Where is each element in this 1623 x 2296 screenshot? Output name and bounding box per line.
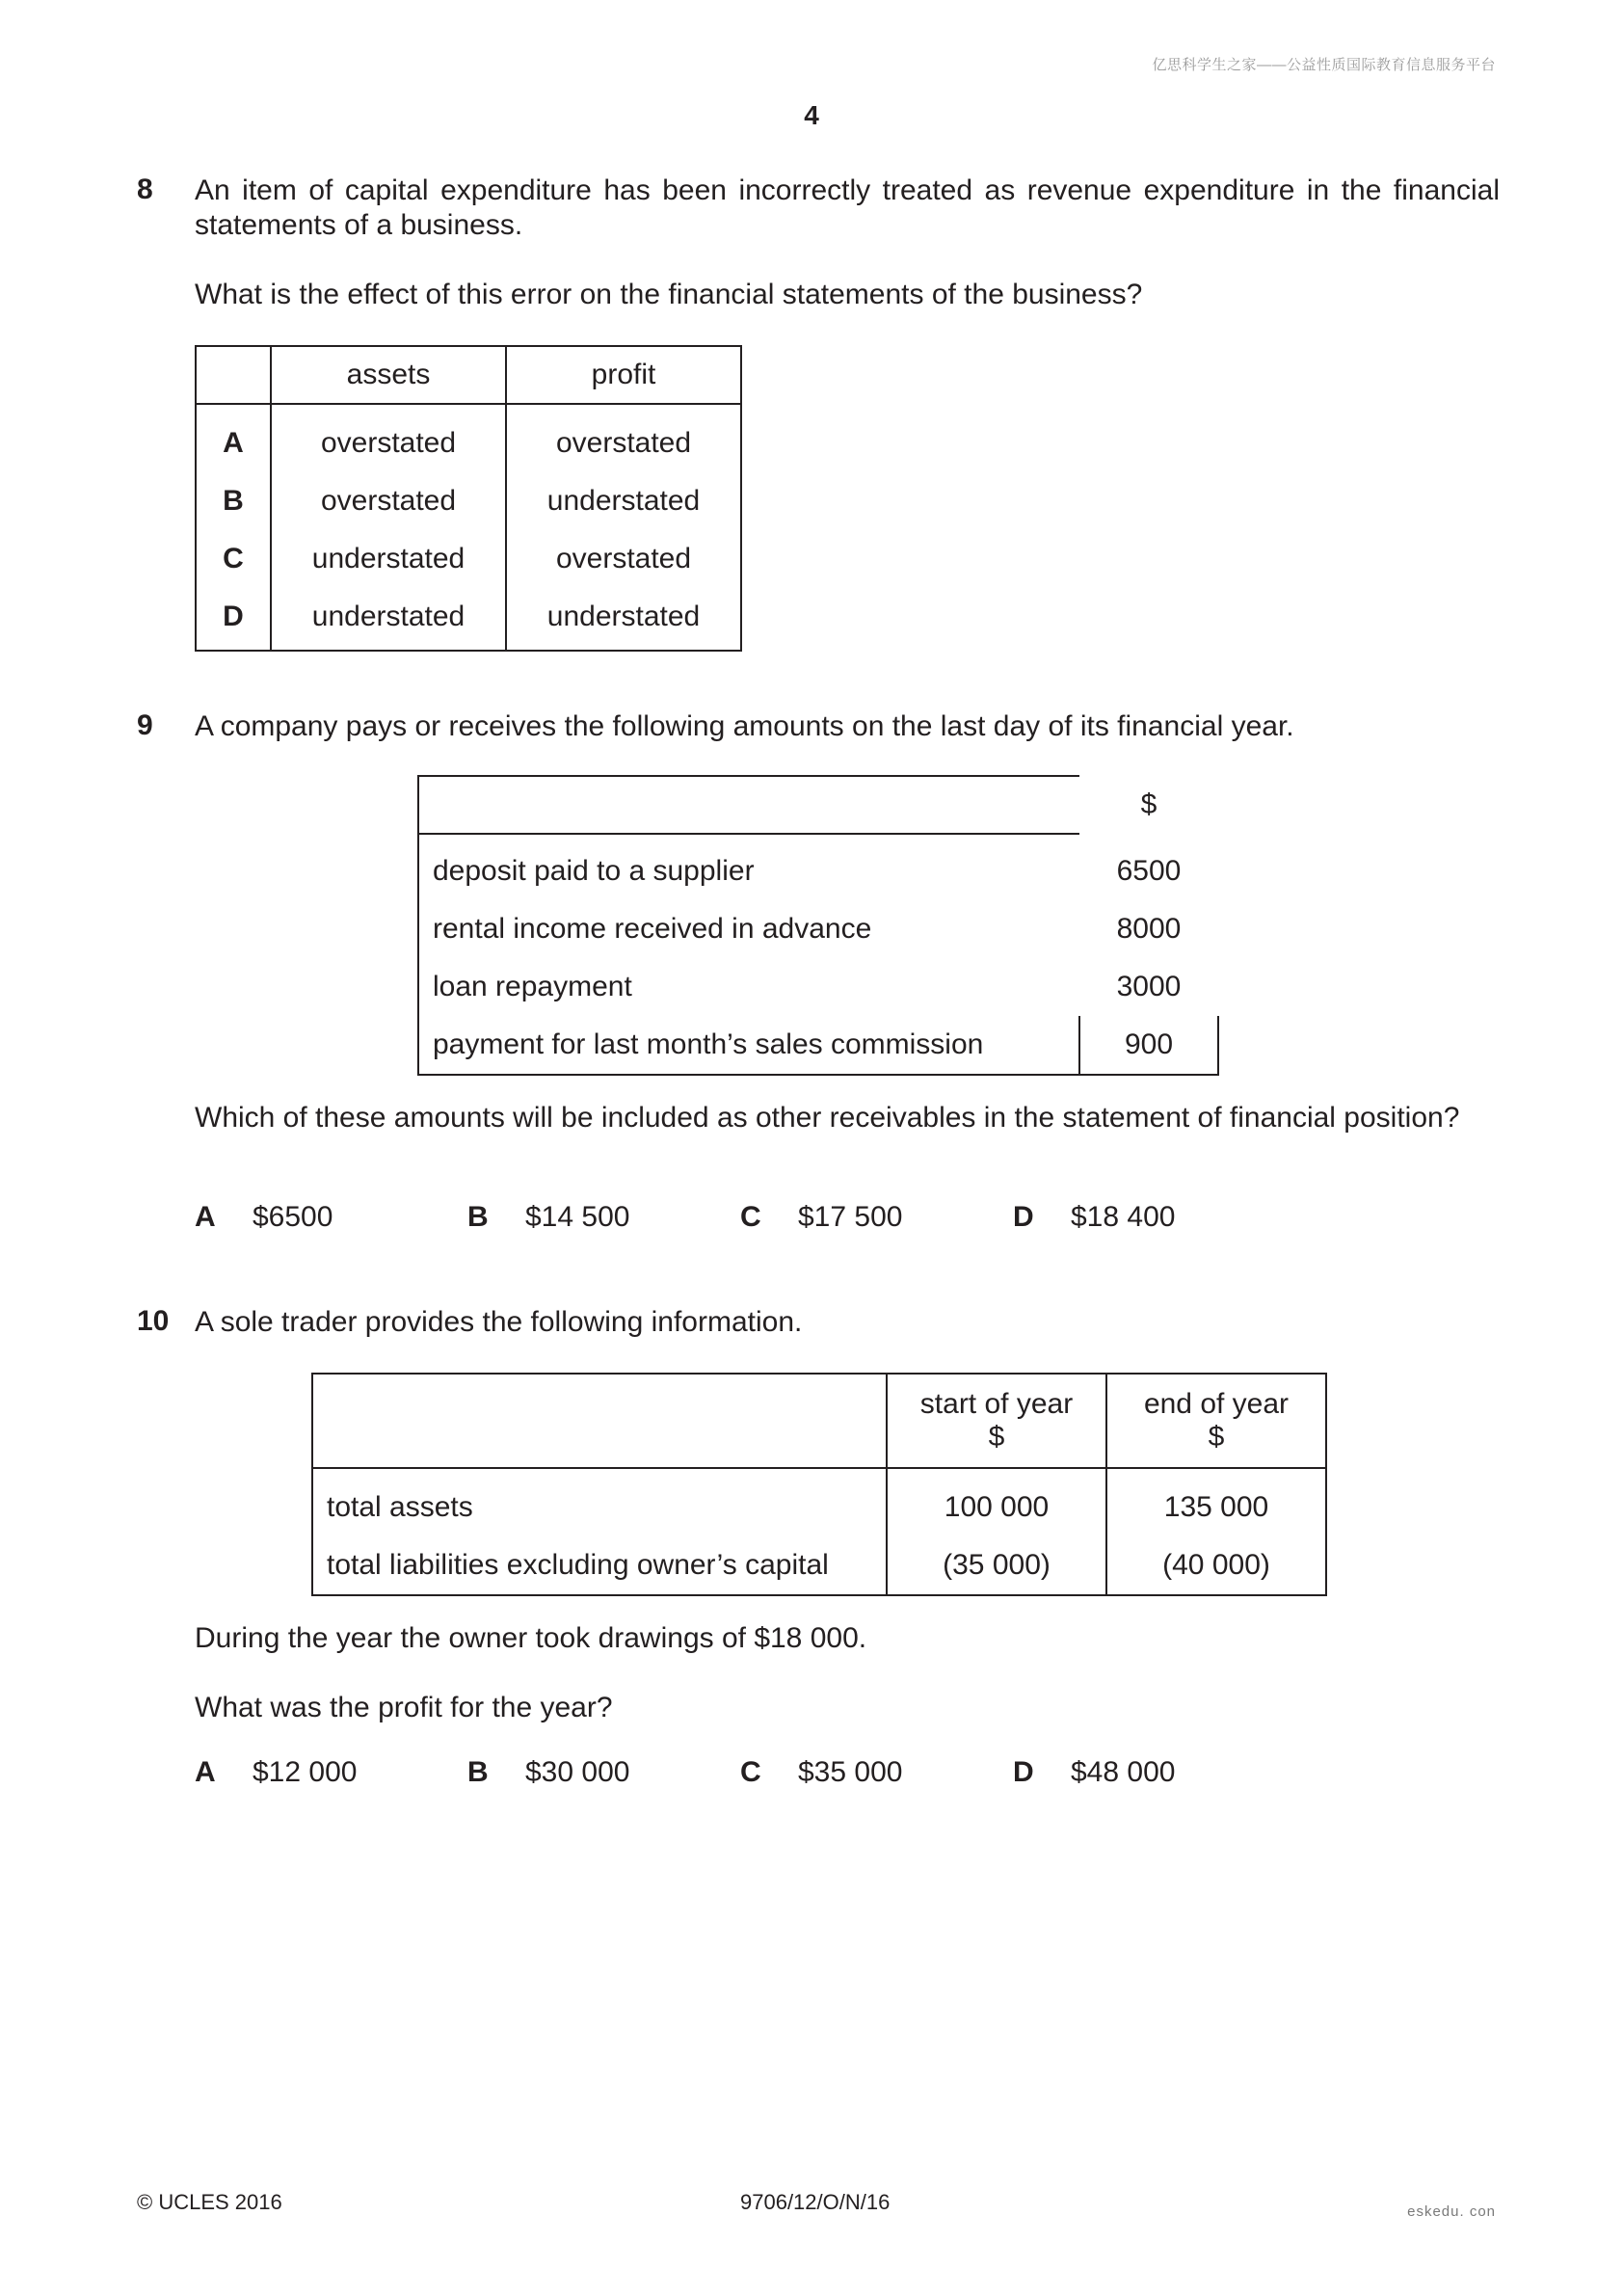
- item-amount: 8000: [1116, 913, 1182, 945]
- option-value: $30 000: [525, 1756, 630, 1788]
- option-a: [195, 1201, 333, 1234]
- question-10-table: [311, 1373, 1327, 1596]
- option-key: B: [467, 1756, 489, 1788]
- column-label: end of year: [1143, 1388, 1290, 1420]
- option-key: A: [195, 1201, 216, 1233]
- option-value: $35 000: [798, 1756, 903, 1788]
- option-c: [740, 1201, 902, 1234]
- end-of-year-header: [1106, 1374, 1326, 1468]
- footer-paper-code: 9706/12/O/N/16: [740, 2190, 891, 2214]
- option-b: [467, 1756, 629, 1789]
- item-label: loan repayment: [418, 958, 1079, 1016]
- profit-value: understated: [506, 472, 741, 530]
- table-row: [196, 404, 741, 472]
- option-d: [1013, 1201, 1175, 1234]
- option-value: $17 500: [798, 1201, 903, 1233]
- assets-value: overstated: [271, 472, 506, 530]
- item-amount: 900: [1079, 1016, 1218, 1075]
- option-value: $12 000: [253, 1756, 358, 1788]
- assets-value: understated: [271, 530, 506, 588]
- option-value: $6500: [253, 1201, 333, 1233]
- option-key: D: [196, 588, 271, 651]
- question-8-text: An item of capital expenditure has been incorrectly treated as revenue expenditure in the financial statements of a business.: [195, 174, 1500, 241]
- table-row: [312, 1468, 1326, 1536]
- question-10-note: During the year the owner took drawings of $18 000.: [195, 1622, 867, 1654]
- currency-label: $: [988, 1421, 1005, 1453]
- currency-label: $: [1208, 1421, 1225, 1453]
- table-row: [196, 530, 741, 588]
- table-header-assets: assets: [271, 346, 506, 404]
- profit-value: overstated: [506, 530, 741, 588]
- question-10-prompt: What was the profit for the year?: [195, 1692, 613, 1723]
- page-number: 4: [804, 100, 819, 130]
- item-label: total liabilities excluding owner’s capital: [312, 1536, 887, 1595]
- option-a: [195, 1756, 357, 1789]
- option-key: A: [195, 1756, 216, 1788]
- question-8-table: [195, 345, 742, 652]
- item-amount: 6500: [1116, 854, 1182, 887]
- table-row: [312, 1536, 1326, 1595]
- option-key: C: [740, 1756, 761, 1788]
- end-value: (40 000): [1106, 1536, 1326, 1595]
- assets-value: understated: [271, 588, 506, 651]
- table-header-profit: profit: [506, 346, 741, 404]
- item-amount: 3000: [1116, 971, 1182, 1002]
- start-value: 100 000: [887, 1468, 1106, 1536]
- option-key: D: [1013, 1201, 1034, 1233]
- option-key: C: [740, 1201, 761, 1233]
- option-key: A: [196, 404, 271, 472]
- currency-header: $: [1140, 788, 1157, 820]
- item-label: deposit paid to a supplier: [418, 834, 1079, 900]
- option-key: B: [196, 472, 271, 530]
- profit-value: overstated: [506, 404, 741, 472]
- option-d: [1013, 1756, 1175, 1789]
- column-label: start of year: [919, 1388, 1074, 1420]
- table-header-blank: [418, 776, 1079, 834]
- option-b: [467, 1201, 629, 1234]
- item-label: payment for last month’s sales commission: [418, 1016, 1079, 1075]
- option-key: B: [467, 1201, 489, 1233]
- assets-value: overstated: [271, 404, 506, 472]
- footer-copyright: © UCLES 2016: [137, 2190, 282, 2214]
- profit-value: understated: [506, 588, 741, 651]
- item-label: rental income received in advance: [418, 900, 1079, 958]
- start-value: (35 000): [887, 1536, 1106, 1595]
- option-key: D: [1013, 1756, 1034, 1788]
- option-key: C: [196, 530, 271, 588]
- option-value: $48 000: [1071, 1756, 1176, 1788]
- question-8-number: 8: [137, 174, 153, 205]
- question-9-prompt: Which of these amounts will be included as other receivables in the statement of financial position?: [195, 1102, 1460, 1134]
- question-9-number: 9: [137, 709, 153, 741]
- table-row: [196, 472, 741, 530]
- end-value: 135 000: [1106, 1468, 1326, 1536]
- start-of-year-header: [887, 1374, 1106, 1468]
- question-10-number: 10: [137, 1305, 170, 1337]
- table-row: [418, 958, 1218, 1016]
- option-value: $18 400: [1071, 1201, 1176, 1233]
- item-label: total assets: [312, 1468, 887, 1536]
- watermark-text: 亿思科学生之家——公益性质国际教育信息服务平台: [1152, 57, 1496, 73]
- table-row: [196, 588, 741, 651]
- table-row: [418, 1016, 1218, 1075]
- footer-site: eskedu. con: [1407, 2203, 1496, 2220]
- option-value: $14 500: [525, 1201, 630, 1233]
- table-row: [418, 900, 1218, 958]
- table-row: [418, 834, 1218, 900]
- question-8-prompt: What is the effect of this error on the financial statements of the business?: [195, 279, 1143, 310]
- question-9-table: [417, 775, 1219, 1076]
- option-c: [740, 1756, 902, 1789]
- table-header-blank: [312, 1374, 887, 1468]
- question-10-text: A sole trader provides the following information.: [195, 1306, 803, 1338]
- question-9-text: A company pays or receives the following amounts on the last day of its financial year.: [195, 710, 1294, 742]
- table-header-blank: [196, 346, 271, 404]
